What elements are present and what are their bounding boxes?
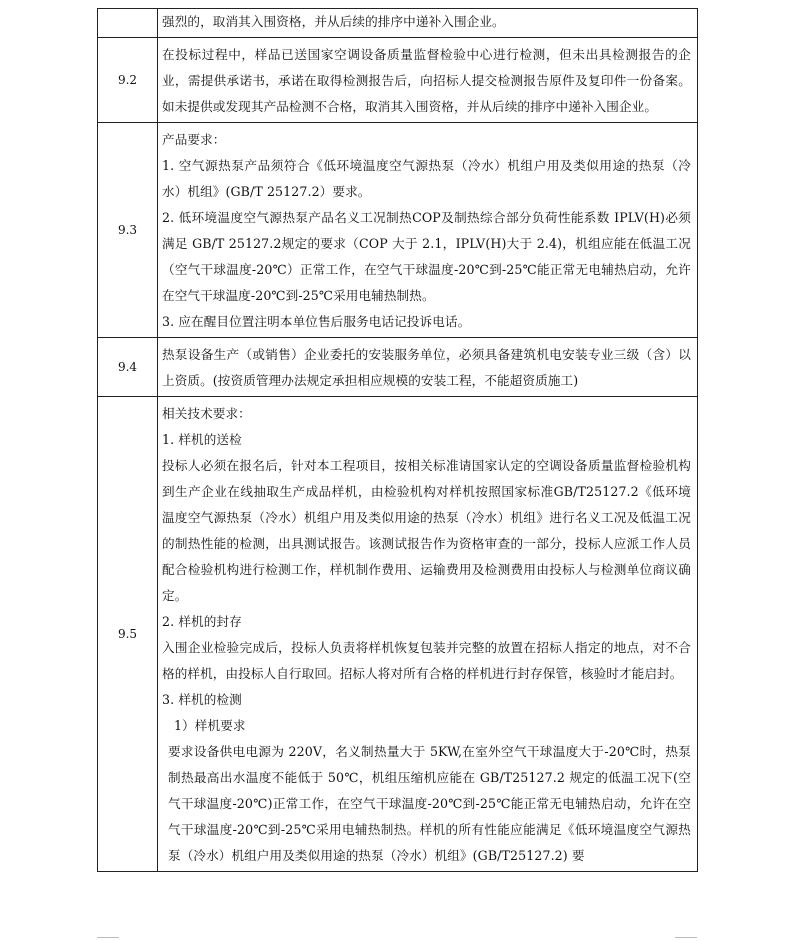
row-number: 9.4 <box>98 338 158 397</box>
table-row <box>98 338 698 397</box>
row-number <box>98 9 158 38</box>
row-content <box>158 338 698 397</box>
requirements-table <box>97 8 698 872</box>
row-content <box>158 9 698 38</box>
paragraph: 1. 空气源热泵产品须符合《低环境温度空气源热泵（冷水）机组户用及类似用途的热泵（冷水）机组》(GB/T 25127.2）要求。 <box>162 158 691 199</box>
page-corner-mark-left <box>97 937 119 940</box>
paragraph: 2. 低环境温度空气源热泵产品名义工况制热COP及制热综合部分负荷性能系数 IPLV(H)必须满足 GB/T 25127.2规定的要求（COP 大于 2.1，IPLV(H)大于 2.4)，机组应能在低温工况（空气干球温度-20℃）正常工作，在空气干球温度-20℃到-25℃能正常无电辅热启动，允许在空气干球温度-20℃到-25℃采用电辅热制热。 <box>162 210 691 303</box>
row-number: 9.5 <box>98 397 158 872</box>
paragraph: 在投标过程中，样品已送国家空调设备质量监督检验中心进行检测，但未出具检测报告的企业，需提供承诺书，承诺在取得检测报告后，向招标人提交检测报告原件及复印件一份备案。如未提供或发现其产品检测不合格，取消其入围资格，并从后续的排序中递补入围企业。 <box>162 47 691 114</box>
paragraph: 1. 样机的送检 <box>162 432 242 447</box>
paragraph: 投标人必须在报名后，针对本工程项目，按相关标准请国家认定的空调设备质量监督检验机构到生产企业在线抽取生产成品样机，由检验机构对样机按照国家标准GB/T25127.2《低环境温度空气源热泵（冷水）机组户用及类似用途的热泵（冷水）机组》进行名义工况及低温工况的制热性能的检测，出具测试报告。该测试报告作为资格审查的一部分，投标人应派工作人员配合检验机构进行检测工作，样机制作费用、运输费用及检测费用由投标人与检测单位商议确定。 <box>162 458 691 603</box>
paragraph: 强烈的，取消其入围资格，并从后续的排序中递补入围企业。 <box>162 14 505 29</box>
paragraph: 产品要求： <box>162 132 226 147</box>
row-number: 9.3 <box>98 123 158 338</box>
row-content <box>158 397 698 872</box>
paragraph: 1）样机要求 <box>174 718 246 733</box>
paragraph: 2. 样机的封存 <box>162 614 242 629</box>
table-row <box>98 123 698 338</box>
paragraph: 3. 样机的检测 <box>162 692 242 707</box>
row-number: 9.2 <box>98 38 158 123</box>
paragraph: 入围企业检验完成后，投标人负责将样机恢复包装并完整的放置在招标人指定的地点，对不合格的样机，由投标人自行取回。招标人将对所有合格的样机进行封存保管，核验时才能启封。 <box>162 640 691 681</box>
paragraph: 热泵设备生产（或销售）企业委托的安装服务单位，必须具备建筑机电安装专业三级（含）以上资质。(按资质管理办法规定承担相应规模的安装工程，不能超资质施工) <box>162 347 691 388</box>
row-content <box>158 38 698 123</box>
table-row <box>98 397 698 872</box>
table-row <box>98 38 698 123</box>
paragraph: 相关技术要求： <box>162 406 251 421</box>
paragraph: 3. 应在醒目位置注明本单位售后服务电话记投诉电话。 <box>162 314 471 329</box>
row-content <box>158 123 698 338</box>
table-row <box>98 9 698 38</box>
page-corner-mark-right <box>675 937 697 940</box>
paragraph: 要求设备供电电源为 220V，名义制热量大于 5KW,在室外空气干球温度大于-20℃时，热泵制热最高出水温度不能低于 50℃，机组压缩机应能在 GB/T25127.2 规定的低温工况下(空气干球温度-20℃)正常工作，在空气干球温度-20℃到-25℃能正常无电辅热启动，允许在空气干球温度-20℃到-25℃采用电辅热制热。样机的所有性能应能满足《低环境温度空气源热泵（冷水）机组户用及类似用途的热泵（冷水）机组》(GB/T25127.2) 要 <box>168 744 691 863</box>
